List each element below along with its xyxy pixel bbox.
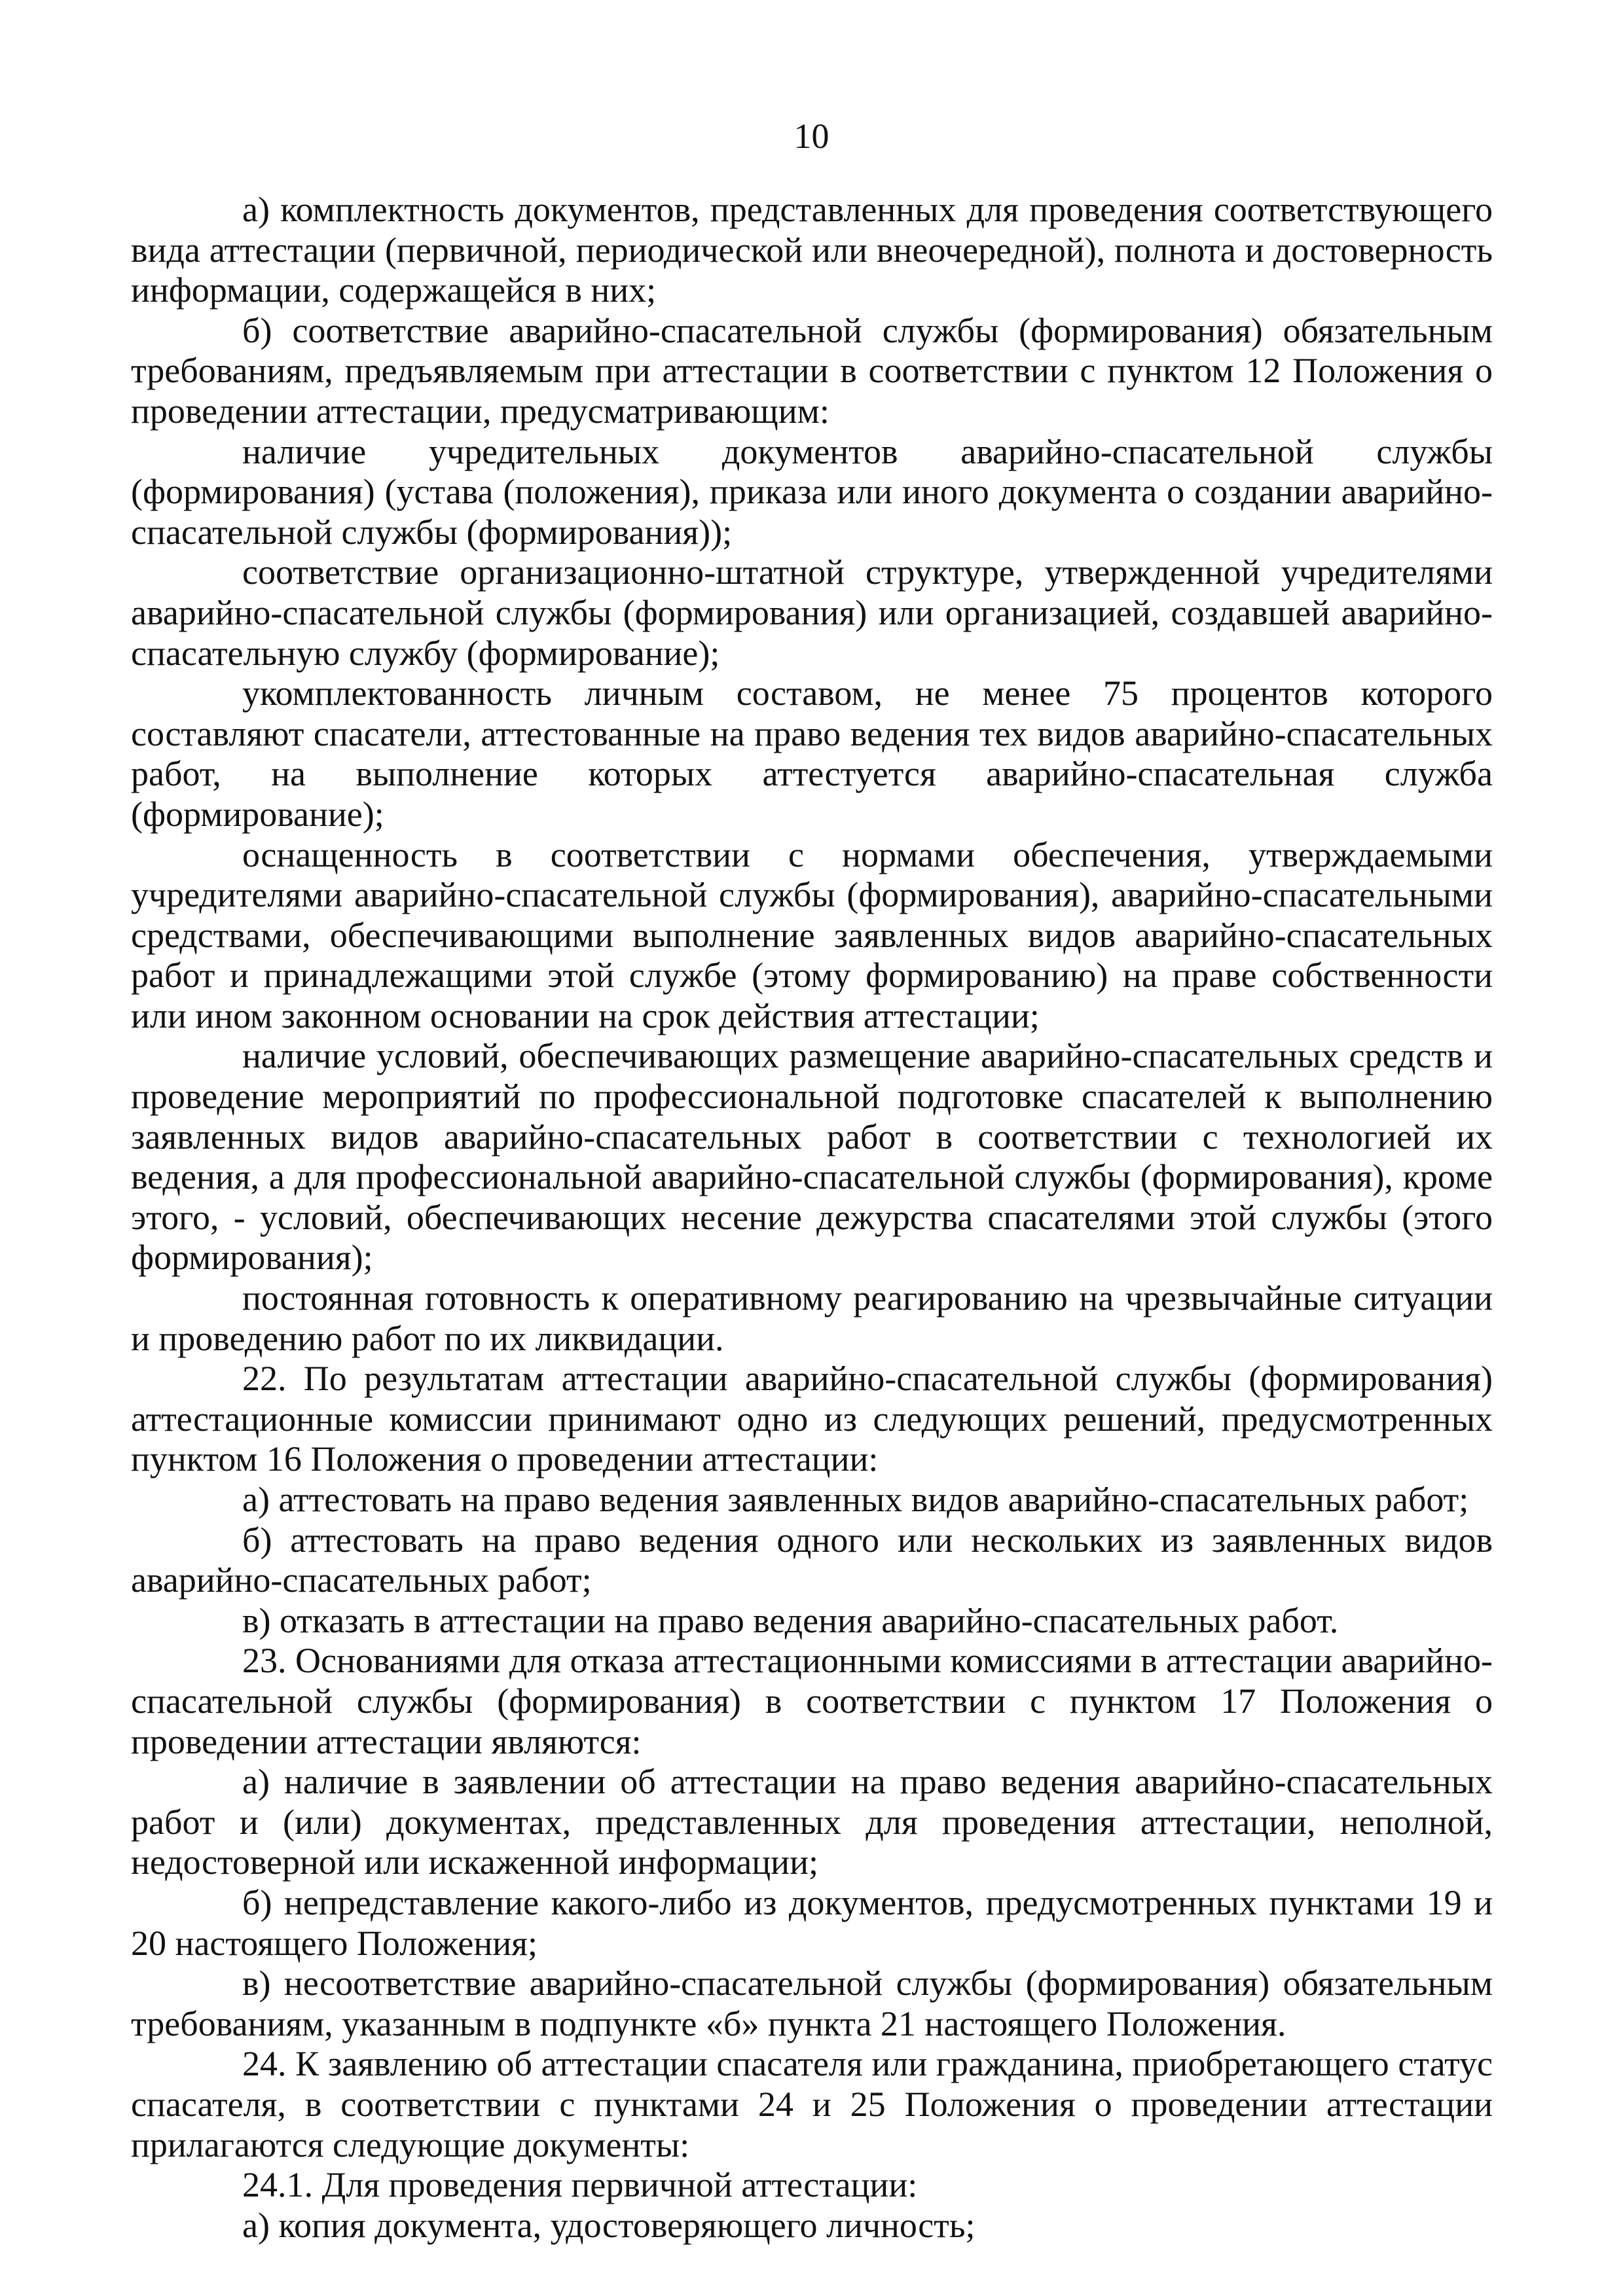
paragraph: 22. По результатам аттестации аварийно-спасательной службы (формирования) аттестационные комиссии принимают одно из следующих решений, предусмотренных пунктом 16 Положения о проведении аттестации:: [131, 1359, 1493, 1479]
paragraph: постоянная готовность к оперативному реагированию на чрезвычайные ситуации и проведению работ по их ликвидации.: [131, 1278, 1493, 1358]
document-body: [131, 190, 1493, 2246]
paragraph: наличие учредительных документов аварийно-спасательной службы (формирования) (устава (положения), приказа или иного документа о создании аварийно-спасательной службы (формирования));: [131, 431, 1493, 552]
page-number: 10: [793, 117, 830, 156]
paragraph: наличие условий, обеспечивающих размещение аварийно-спасательных средств и проведение мероприятий по профессиональной подготовке спасателей к выполнению заявленных видов аварийно-спасательных работ в соответствии с технологией их ведения, а для профессиональной аварийно-спасательной службы (формирования), кроме этого, - условий, обеспечивающих несение дежурства спасателями этой службы (этого формирования);: [131, 1036, 1493, 1278]
paragraph: в) несоответствие аварийно-спасательной службы (формирования) обязательным требованиям, указанным в подпункте «б» пункта 21 настоящего Положения.: [131, 1964, 1493, 2043]
paragraph: соответствие организационно-штатной структуре, утвержденной учредителями аварийно-спасательной службы (формирования) или организацией, создавшей аварийно-спасательную службу (формирование);: [131, 552, 1493, 673]
paragraph: а) комплектность документов, представленных для проведения соответствующего вида аттестации (первичной, периодической или внеочередной), полнота и достоверность информации, содержащейся в них;: [131, 190, 1493, 310]
paragraph: б) непредставление какого-либо из документов, предусмотренных пунктами 19 и 20 настоящего Положения;: [131, 1882, 1493, 1963]
paragraph: в) отказать в аттестации на право ведения аварийно-спасательных работ.: [242, 1600, 1339, 1640]
paragraph: б) соответствие аварийно-спасательной службы (формирования) обязательным требованиям, предъявляемым при аттестации в соответствии с пунктом 12 Положения о проведении аттестации, предусматривающим:: [131, 310, 1493, 431]
paragraph: оснащенность в соответствии с нормами обеспечения, утверждаемыми учредителями аварийно-спасательной службы (формирования), аварийно-спасательными средствами, обеспечивающими выполнение заявленных видов аварийно-спасательных работ и принадлежащими этой службе (этому формированию) на праве собственности или ином законном основании на срок действия аттестации;: [131, 834, 1493, 1035]
paragraph: а) аттестовать на право ведения заявленных видов аварийно-спасательных работ;: [242, 1480, 1469, 1519]
paragraph: а) копия документа, удостоверяющего личность;: [242, 2205, 976, 2245]
paragraph: 24.1. Для проведения первичной аттестации:: [242, 2165, 918, 2205]
paragraph: 23. Основаниями для отказа аттестационными комиссиями в аттестации аварийно-спасательной службы (формирования) в соответствии с пунктом 17 Положения о проведении аттестации являются:: [131, 1641, 1493, 1761]
paragraph: укомплектованность личным составом, не менее 75 процентов которого составляют спасатели, аттестованные на право ведения тех видов аварийно-спасательных работ, на выполнение которых аттестуется аварийно-спасательная служба (формирование);: [131, 673, 1493, 834]
paragraph: б) аттестовать на право ведения одного или нескольких из заявленных видов аварийно-спасательных работ;: [131, 1520, 1493, 1600]
paragraph: а) наличие в заявлении об аттестации на право ведения аварийно-спасательных работ и (или) документах, представленных для проведения аттестации, неполной, недостоверной или искаженной информации;: [131, 1762, 1493, 1882]
paragraph: 24. К заявлению об аттестации спасателя или гражданина, приобретающего статус спасателя, в соответствии с пунктами 24 и 25 Положения о проведении аттестации прилагаются следующие документы:: [131, 2044, 1493, 2164]
